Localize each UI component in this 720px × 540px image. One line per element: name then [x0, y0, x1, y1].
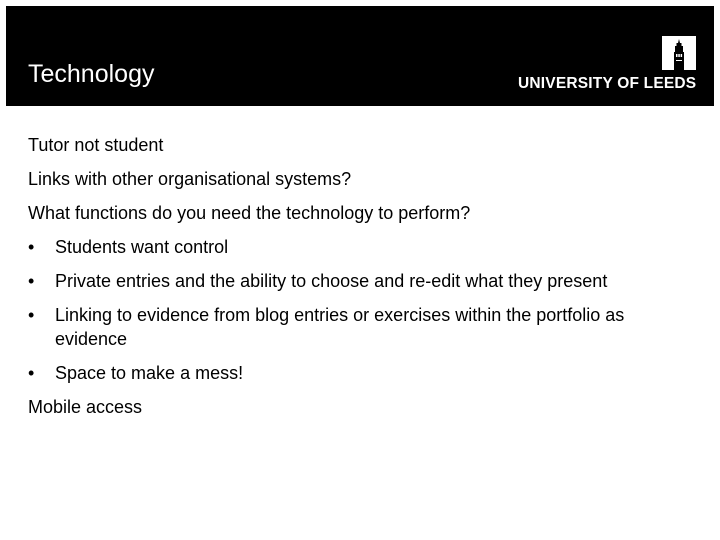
bullet-text: Private entries and the ability to choose and re-edit what they present	[55, 271, 608, 291]
bullet-text: Linking to evidence from blog entries or exercises within the portfolio as evidence	[55, 305, 625, 349]
bullet-item	[28, 361, 688, 385]
bullet-marker: •	[28, 271, 35, 291]
bullet-text: Students want control	[55, 237, 229, 257]
parkinson-tower-icon	[662, 36, 696, 70]
slide-title: Technology	[28, 60, 155, 88]
bullet-item	[28, 303, 688, 351]
bullet-marker: •	[28, 363, 35, 383]
bullet-item	[28, 269, 688, 293]
logo-text: UNIVERSITY OF LEEDS	[518, 75, 697, 92]
text-line-mobile: Mobile access	[28, 397, 143, 417]
text-line-functions: What functions do you need the technology to perform?	[28, 203, 471, 223]
slide-content	[28, 133, 688, 429]
university-logo	[510, 36, 702, 98]
bullet-text: Space to make a mess!	[55, 363, 244, 383]
text-line-links: Links with other organisational systems?	[28, 169, 352, 189]
header-bar	[6, 6, 714, 106]
bullet-marker: •	[28, 305, 35, 325]
bullet-item	[28, 235, 688, 259]
bullet-marker: •	[28, 237, 35, 257]
text-line-tutor: Tutor not student	[28, 135, 164, 155]
